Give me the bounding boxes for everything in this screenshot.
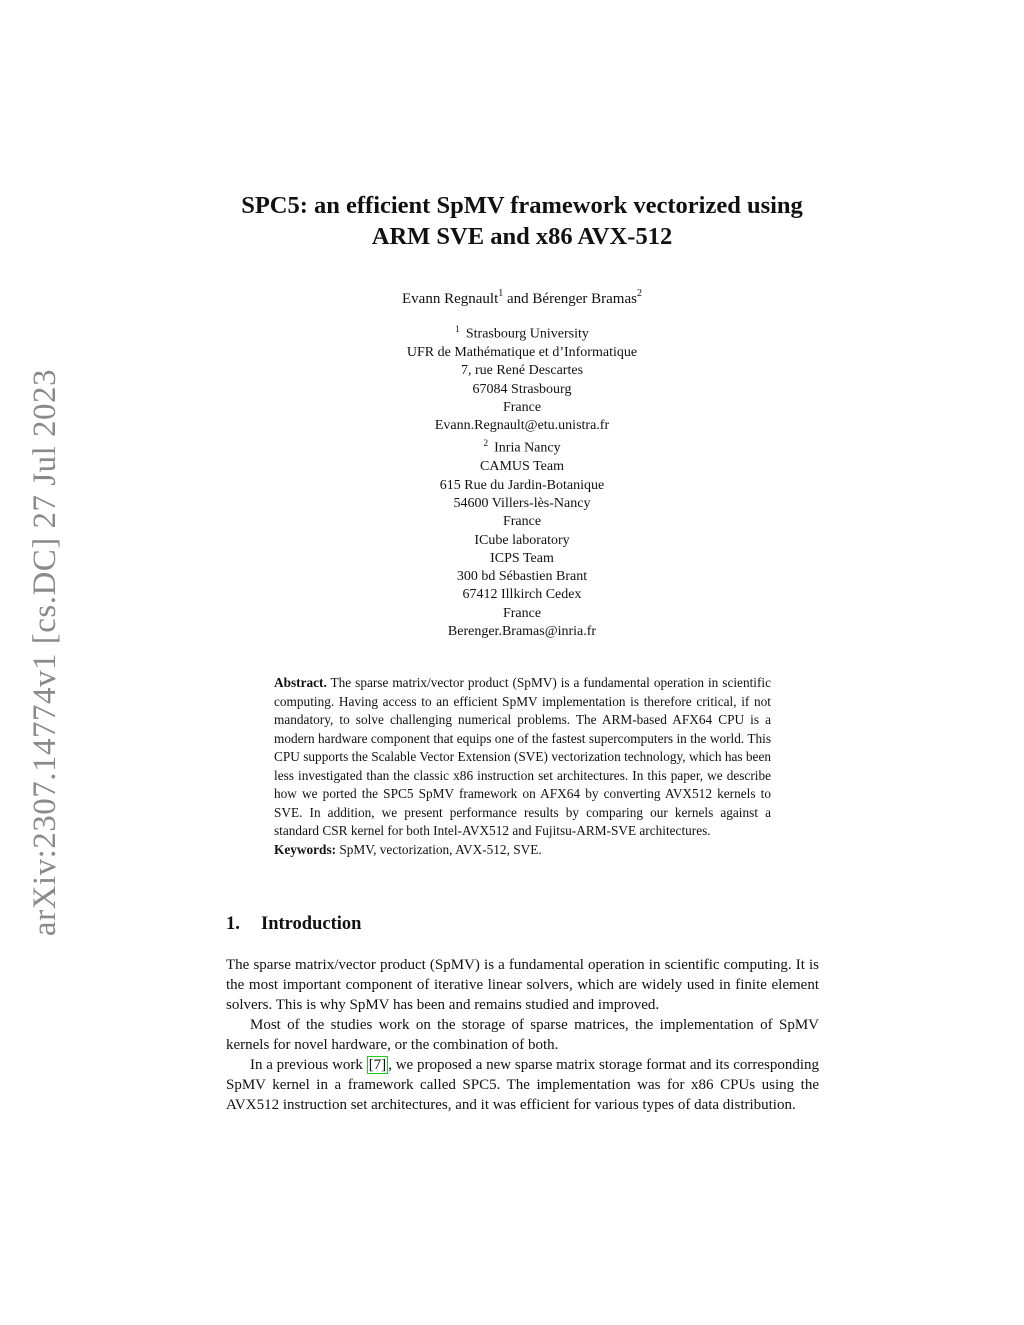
affiliation-1-line: 7, rue René Descartes <box>460 363 584 379</box>
affiliation-2-line: 67412 Illkirch Cedex <box>462 587 582 603</box>
section-title: Introduction <box>261 914 362 934</box>
introduction-body <box>226 955 819 1115</box>
author-1: Evann Regnault <box>402 291 499 307</box>
abstract-text: The sparse matrix/vector product (SpMV) is a fundamental operation in scientific computing. Having access to an efficient SpMV implementation is therefore critical, if not mandatory, to solve challenging numerical problems. The ARM-based AFX64 CPU is a modern hardware component that equips one of the fastest supercomputers in the world. This CPU supports the Scalable Vector Extension (SVE) vectorization technology, which has been less investigated than the classic x86 instruction set architectures. In this paper, we describe how we ported the SPC5 SpMV framework on AFX64 by converting AVX512 kernels to SVE. In addition, we present performance results by comparing our kernels against a standard CSR kernel for both Intel-AVX512 and Fujitsu-ARM-SVE architectures. <box>274 675 771 838</box>
citation-link[interactable]: [7] <box>368 1057 387 1073</box>
body-paragraph-1: The sparse matrix/vector product (SpMV) is a fundamental operation in scientific computing. It is the most important component of iterative linear solvers, which are widely used in finite element solvers. This is why SpMV has been and remains studied and improved. <box>226 957 819 1013</box>
title-line-1: SPC5: an efficient SpMV framework vectorized using <box>241 192 803 219</box>
author-2-affiliation-marker: 2 <box>636 288 642 299</box>
affiliation-2-line: France <box>502 605 542 621</box>
author-list <box>180 284 864 310</box>
body-paragraph-3: In a previous work [7] , we proposed a new sparse matrix storage format and its corresponding SpMV kernel in a framework called SPC5. The implementation was for x86 CPUs using the AVX512 instruction set architectures, and it was efficient for various types of data distribution. <box>226 1057 819 1113</box>
author-2-email: Berenger.Bramas@inria.fr <box>447 624 597 640</box>
keywords <box>274 841 771 860</box>
section-number: 1. <box>226 914 240 934</box>
author-2: Bérenger Bramas <box>532 291 637 307</box>
arxiv-sidebar <box>24 365 68 940</box>
affiliation-2-line: 615 Rue du Jardin-Botanique <box>439 477 605 493</box>
author-1-affiliation-marker: 1 <box>498 288 504 299</box>
affiliation-1-line: $^1$ Strasbourg University <box>455 325 589 342</box>
affiliation-2-line: ICPS Team <box>490 550 554 566</box>
affiliation-2-line: CAMUS Team <box>480 459 564 475</box>
affiliation-1-line: 67084 Strasbourg <box>472 381 572 397</box>
section-heading-introduction <box>226 914 361 935</box>
affiliation-2-line: 54600 Villers-lès-Nancy <box>453 495 591 511</box>
abstract <box>274 674 771 859</box>
affiliations <box>180 321 864 641</box>
title-line-2: ARM SVE and x86 AVX-512 <box>371 223 673 250</box>
paper-title <box>180 190 864 252</box>
author-1-email: Evann.Regnault@etu.unistra.fr <box>434 418 610 434</box>
abstract-paragraph <box>274 674 771 841</box>
arxiv-identifier: arXiv:2307.14774v1 [cs.DC] 27 Jul 2023 <box>27 368 64 937</box>
affiliation-2-line: 300 bd Sébastien Brant <box>456 569 588 585</box>
affiliation-2-line: $^2$ Inria Nancy <box>483 439 561 457</box>
affiliation-1-marker: 1 <box>455 325 460 335</box>
body-paragraph-2: Most of the studies work on the storage of sparse matrices, the implementation of SpMV kernels for novel hardware, or the combination of both. <box>226 1017 819 1053</box>
affiliation-1-line: France <box>502 399 542 415</box>
author-conjunction: and <box>503 291 533 307</box>
affiliation-1-line: UFR de Mathématique et d’Informatique <box>406 344 638 360</box>
affiliation-2-marker: 2 <box>483 439 489 450</box>
abstract-label: Abstract. <box>274 675 327 690</box>
keywords-text: SpMV, vectorization, AVX-512, SVE. <box>339 841 542 857</box>
keywords-label: Keywords: <box>274 841 337 857</box>
affiliation-2-line: France <box>502 514 542 530</box>
affiliation-2-line: ICube laboratory <box>474 532 570 548</box>
